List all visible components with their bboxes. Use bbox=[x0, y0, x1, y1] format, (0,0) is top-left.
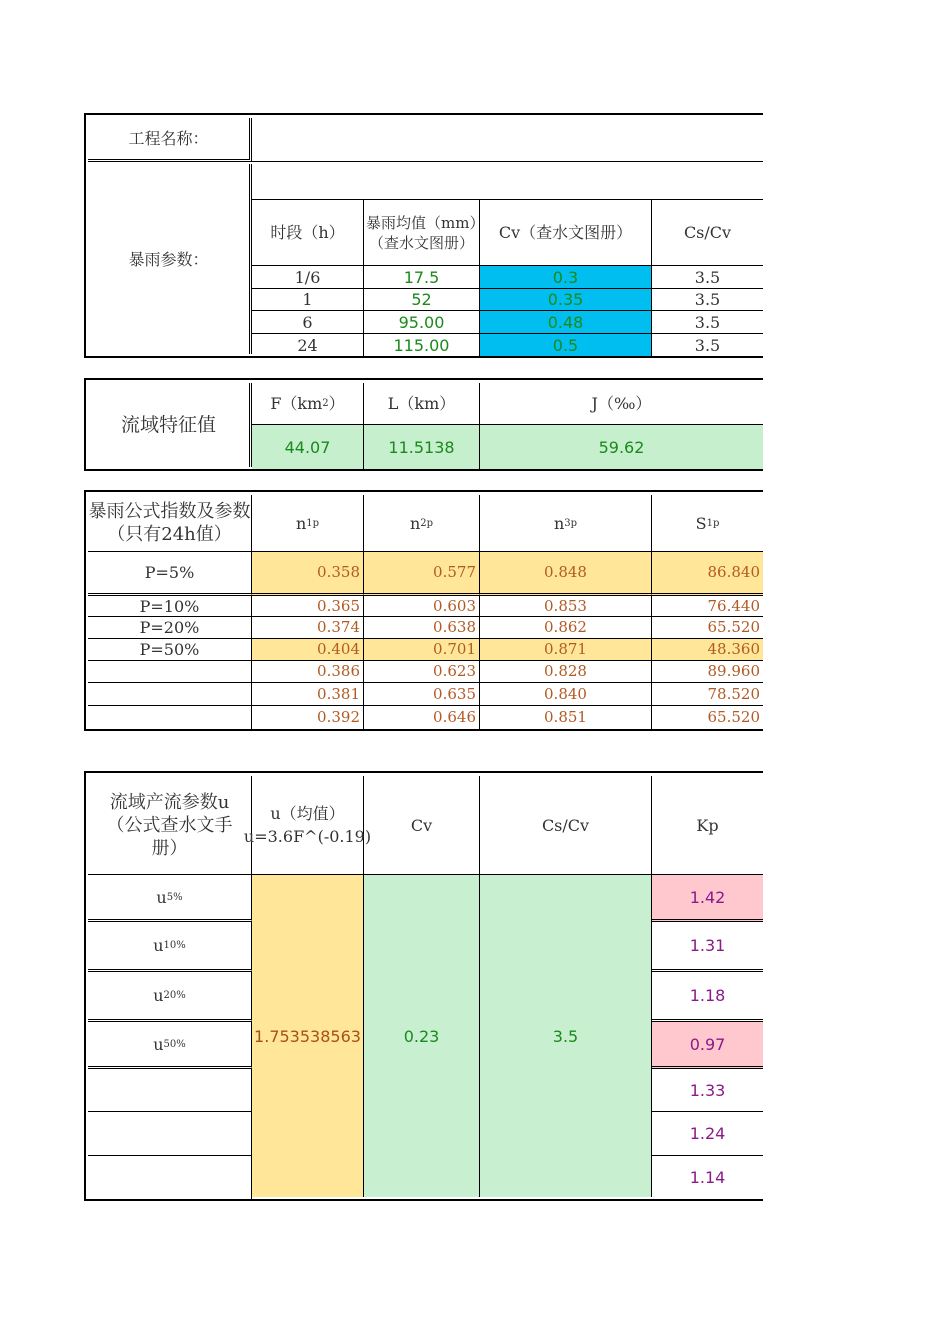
u-label-base: u bbox=[156, 887, 167, 907]
area-label-post: ） bbox=[328, 394, 345, 413]
s1p-cell: 78.520 bbox=[652, 683, 763, 706]
n3p-cell: 0.851 bbox=[480, 706, 652, 729]
kp-cell: 1.33 bbox=[652, 1069, 763, 1112]
n3p-cell: 0.853 bbox=[480, 596, 652, 617]
s1p-cell: 86.840 bbox=[652, 552, 763, 596]
rain-mean-cell: 52 bbox=[364, 289, 480, 311]
cscv-cell: 3.5 bbox=[652, 311, 763, 334]
formula-block bbox=[84, 490, 763, 731]
n3p-cell: 0.840 bbox=[480, 683, 652, 706]
kp-cell: 1.42 bbox=[652, 875, 763, 922]
header-cv: Cv（查水文图册） bbox=[480, 200, 652, 266]
s1p-cell: 89.960 bbox=[652, 661, 763, 683]
p-label-cell bbox=[88, 661, 252, 683]
n1p-cell: 0.374 bbox=[252, 617, 364, 639]
u-label-cell bbox=[88, 1112, 252, 1156]
cv-cell: 0.48 bbox=[480, 311, 652, 334]
kp-cell: 1.18 bbox=[652, 972, 763, 1022]
header-cscv: Cs/Cv bbox=[652, 200, 763, 266]
n3p-sub: 3p bbox=[564, 517, 578, 529]
u-label-sub: 5% bbox=[166, 891, 183, 903]
header-n1p bbox=[252, 495, 364, 552]
n3p-cell: 0.862 bbox=[480, 617, 652, 639]
n2p-cell: 0.646 bbox=[364, 706, 480, 729]
n1p-cell: 0.358 bbox=[252, 552, 364, 596]
area-value: 44.07 bbox=[252, 425, 364, 469]
runoff-block bbox=[84, 771, 763, 1201]
n2p-sub: 2p bbox=[420, 517, 434, 529]
p-label-cell: P=50% bbox=[88, 639, 252, 661]
n2p-base: n bbox=[409, 513, 421, 533]
cv-value: 0.23 bbox=[364, 875, 480, 1197]
kp-cell: 1.14 bbox=[689, 1168, 726, 1187]
slope-value: 59.62 bbox=[480, 425, 763, 469]
n1p-sub: 1p bbox=[306, 517, 320, 529]
n3p-cell: 0.848 bbox=[480, 552, 652, 596]
basin-label: 流域特征值 bbox=[88, 383, 252, 467]
rain-parameters-block bbox=[84, 113, 763, 358]
cv-cell: 0.3 bbox=[480, 266, 652, 289]
rain-blank-row bbox=[252, 164, 763, 200]
u-label-cell bbox=[88, 1156, 252, 1199]
cscv-cell: 3.5 bbox=[652, 289, 763, 311]
u-mean-value: 1.753538563 bbox=[252, 875, 364, 1197]
p-label-cell: P=20% bbox=[88, 617, 252, 639]
u-label-sub: 10% bbox=[163, 940, 186, 951]
kp-cell: 1.24 bbox=[652, 1112, 763, 1156]
s1p-cell: 48.360 bbox=[652, 639, 763, 661]
p-label-cell: P=10% bbox=[88, 596, 252, 617]
header-n3p bbox=[480, 495, 652, 552]
length-value: 11.5138 bbox=[364, 425, 480, 469]
header-period: 时段（h） bbox=[252, 200, 364, 266]
header-u-mean: u（均值）u=3.6F^(-0.19) bbox=[252, 776, 364, 875]
u-label-cell bbox=[88, 875, 252, 922]
period-cell: 1 bbox=[252, 289, 364, 311]
cv-cell: 0.35 bbox=[480, 289, 652, 311]
p-label-cell bbox=[88, 706, 252, 729]
u-label-cell bbox=[88, 1069, 252, 1112]
period-cell: 24 bbox=[252, 334, 364, 356]
n3p-cell: 0.871 bbox=[480, 639, 652, 661]
u-label-cell bbox=[88, 1022, 252, 1069]
header-n2p bbox=[364, 495, 480, 552]
u-label-base: u bbox=[153, 1034, 164, 1054]
u-label-base: u bbox=[153, 986, 164, 1005]
n2p-cell: 0.603 bbox=[364, 596, 480, 617]
n1p-base: n bbox=[295, 513, 307, 533]
s1p-cell: 76.440 bbox=[652, 596, 763, 617]
n2p-cell: 0.577 bbox=[364, 552, 480, 596]
cscv-cell: 3.5 bbox=[694, 335, 721, 355]
n1p-cell: 0.404 bbox=[252, 639, 364, 661]
n1p-cell: 0.386 bbox=[252, 661, 364, 683]
u-label-base: u bbox=[153, 936, 164, 955]
area-label-pre: F（km bbox=[270, 394, 323, 413]
kp-cell: 1.31 bbox=[652, 922, 763, 972]
header-rain-mean: 暴雨均值（mm）（查水文图册） bbox=[364, 200, 480, 266]
project-name-value[interactable] bbox=[252, 118, 763, 162]
period-cell: 1/6 bbox=[252, 266, 364, 289]
rain-params-label: 暴雨参数： bbox=[88, 164, 252, 354]
header-length: L（km） bbox=[364, 383, 480, 425]
s1p-sub: 1p bbox=[706, 517, 720, 529]
header-kp: Kp bbox=[652, 776, 763, 875]
area-label-sup: 2 bbox=[322, 398, 329, 409]
formula-label: 暴雨公式指数及参数（只有24h值） bbox=[88, 495, 252, 552]
header-slope: J（‰） bbox=[480, 383, 763, 425]
header-cscv: Cs/Cv bbox=[480, 776, 652, 875]
u-label-cell bbox=[88, 922, 252, 972]
cscv-value: 3.5 bbox=[480, 875, 652, 1197]
u-label-cell bbox=[88, 972, 252, 1022]
rain-mean-cell: 115.00 bbox=[364, 334, 480, 356]
u-label-sub: 20% bbox=[163, 990, 186, 1001]
u-label-sub: 50% bbox=[163, 1038, 186, 1050]
p-label-cell: P=5% bbox=[88, 552, 252, 596]
basin-block bbox=[84, 378, 763, 471]
cscv-cell: 3.5 bbox=[652, 266, 763, 289]
s1p-cell: 65.520 bbox=[707, 708, 760, 726]
n2p-cell: 0.623 bbox=[364, 661, 480, 683]
n1p-cell: 0.392 bbox=[252, 706, 364, 729]
n1p-cell: 0.381 bbox=[252, 683, 364, 706]
rain-mean-cell: 95.00 bbox=[364, 311, 480, 334]
period-cell: 6 bbox=[252, 311, 364, 334]
n2p-cell: 0.635 bbox=[364, 683, 480, 706]
runoff-label: 流域产流参数u（公式查水文手册） bbox=[88, 776, 252, 875]
n3p-base: n bbox=[553, 513, 565, 533]
cv-cell: 0.5 bbox=[480, 334, 652, 356]
header-area bbox=[252, 383, 364, 425]
header-cv: Cv bbox=[364, 776, 480, 875]
p-label-cell bbox=[88, 683, 252, 706]
n3p-cell: 0.828 bbox=[480, 661, 652, 683]
s1p-base: S bbox=[695, 513, 707, 533]
s1p-cell: 65.520 bbox=[652, 617, 763, 639]
rain-mean-cell: 17.5 bbox=[364, 266, 480, 289]
header-s1p bbox=[652, 495, 763, 552]
n2p-cell: 0.638 bbox=[364, 617, 480, 639]
project-name-label: 工程名称： bbox=[88, 118, 252, 162]
n1p-cell: 0.365 bbox=[252, 596, 364, 617]
n2p-cell: 0.701 bbox=[364, 639, 480, 661]
kp-cell: 0.97 bbox=[652, 1022, 763, 1069]
